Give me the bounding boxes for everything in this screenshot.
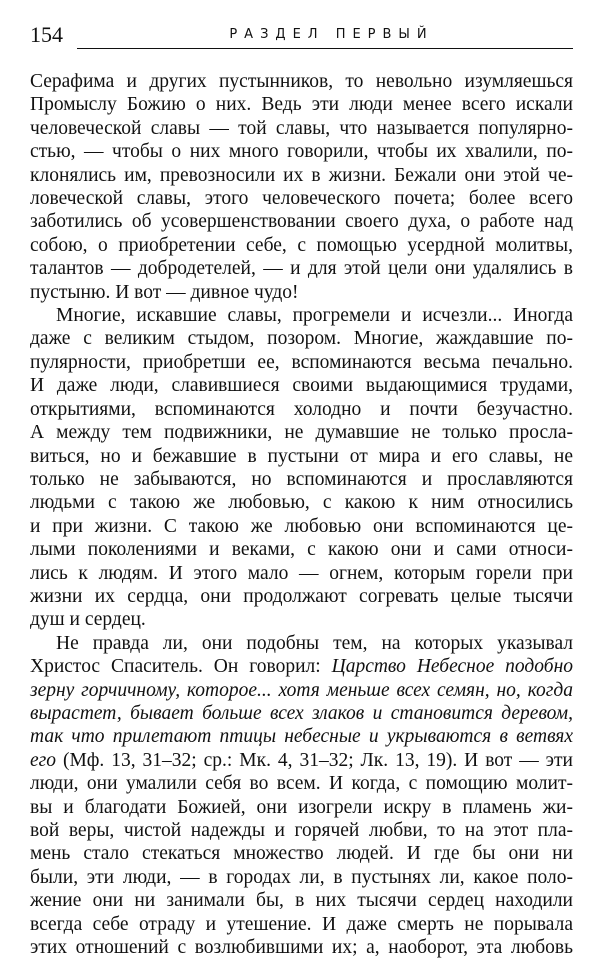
text-segment: вы и благодати Божией, они изогрели искру в пламень жи- [30,796,573,818]
text-line [30,117,573,140]
text-segment: даже с великим стыдом, позором. Многие, жаждавшие по- [30,328,573,350]
text-segment: клонялись им, превозносили их в жизни. Бежали они этой че- [30,164,573,186]
italic-quote: его [30,749,57,771]
text-segment: Многие, искавшие славы, прогремели и исчезли... Иногда [56,305,573,327]
text-segment: ловеческой славы, этого человеческого почета; более всего [30,188,573,210]
text-line [30,866,573,889]
text-line [30,421,573,444]
text-segment: виться, но и бежавшие в пустыни от мира и его славы, не [30,445,573,467]
text-segment: И даже люди, славившиеся своими выдающимися трудами, [30,375,573,397]
text-line [30,468,573,491]
text-segment: лыми поколениями и веками, с какою они и сами относи- [30,539,573,561]
text-line [30,889,573,912]
text-line [30,772,573,795]
text-line [30,725,573,748]
text-line [30,374,573,397]
text-segment: этих отношений с возлюбившими их; а, наоборот, эта любовь [30,937,573,959]
italic-quote: зерну горчичному, которое... хотя меньше всех семян, но, когда [30,679,573,701]
text-line [30,913,573,936]
text-line [30,210,573,233]
paragraph [30,304,573,632]
text-line [30,187,573,210]
text-segment: Серафима и других пустынников, то невольно изумляешься [30,71,573,92]
text-segment: жение они ни занимали бы, в них тысячи сердец находили [30,890,573,912]
text-line [30,281,573,304]
text-line [30,936,573,959]
text-segment: жизни их сердца, они продолжают согревать целые тысячи [30,585,573,607]
text-segment: люди, они умалили себя во всем. И когда, с помощию молит- [30,773,573,795]
text-segment: людьми с такою же любовью, с какою к ним относились [30,492,573,514]
page-number: 154 [30,22,63,47]
paragraph [30,632,573,960]
text-segment: мень стало стекаться множество людей. И где бы они ни [30,843,573,865]
text-line [30,93,573,116]
text-line [30,655,573,678]
text-segment: душ и сердец. [30,609,146,631]
text-line [30,842,573,865]
text-line [30,819,573,842]
text-line [30,304,573,327]
text-line [30,445,573,468]
italic-quote: вырастет, бывает больше всех злаков и становится деревом, [30,702,573,724]
text-segment: Промыслу Божию о них. Ведь эти люди менее всего искали [30,94,573,116]
text-line [30,749,573,772]
text-segment: собою, о приобретении себе, с помощью усердной молитвы, [30,234,573,256]
text-segment: и при жизни. С такою же любовью они вспоминаются це- [30,515,573,537]
running-head: РАЗДЕЛ ПЕРВЫЙ [229,27,434,42]
paragraph [30,70,573,304]
text-segment: Христос Спаситель. Он говорил: [30,656,332,678]
page-body [30,0,573,979]
text-segment: стью, — чтобы о них много говорили, чтобы их хвалили, по- [30,141,573,163]
text-segment: были, эти люди, — в городах ли, в пустынях ли, какое поло- [30,866,573,888]
text-line [30,491,573,514]
text-line [30,140,573,163]
text-segment: пустыню. И вот — дивное чудо! [30,281,299,303]
text-line [30,702,573,725]
text-line [30,608,573,631]
text-line [30,327,573,350]
text-segment: пулярности, приобретши ее, вспоминаются весьма печально. [30,351,573,373]
text-line [30,515,573,538]
text-segment: только не забываются, но вспоминаются и прославляются [30,468,573,490]
text-line [30,538,573,561]
text-segment: вой веры, чистой надежды и горячей любви, то на этот пла- [30,820,573,841]
text-segment: А между тем подвижники, не думавшие не только просла- [30,422,573,444]
text-segment: открытиями, вспоминаются холодно и почти безучастно. [30,398,573,420]
text-segment: лись к людям. И этого мало — огнем, которым горели при [30,562,573,584]
text-line [30,632,573,655]
text-segment: человеческой славы — той славы, что называется популярно- [30,117,573,139]
text-line [30,234,573,257]
text-segment: Не правда ли, они подобны тем, на которых указывал [56,632,573,654]
text-segment: (Мф. 13, 31–32; ср.: Мк. 4, 31–32; Лк. 13, 19). И вот — эти [56,749,573,771]
text-line [30,585,573,608]
text-line [30,562,573,585]
text-line [30,164,573,187]
text-line [30,70,573,93]
text-segment: всегда себе отраду и утешение. И даже смерть не порывала [30,913,573,935]
text-line [30,796,573,819]
text-segment: талантов — добродетелей, — и для этой цели они удалялись в [30,258,573,280]
text-line [30,679,573,702]
text-line [30,351,573,374]
text-segment: заботились об усовершенствовании своего духа, о работе над [30,211,573,233]
italic-quote: Царство Небесное подобно [331,656,573,678]
italic-quote: так что прилетают птицы небесные и укрываются в ветвях [30,726,573,748]
text-line [30,257,573,280]
text-line [30,398,573,421]
